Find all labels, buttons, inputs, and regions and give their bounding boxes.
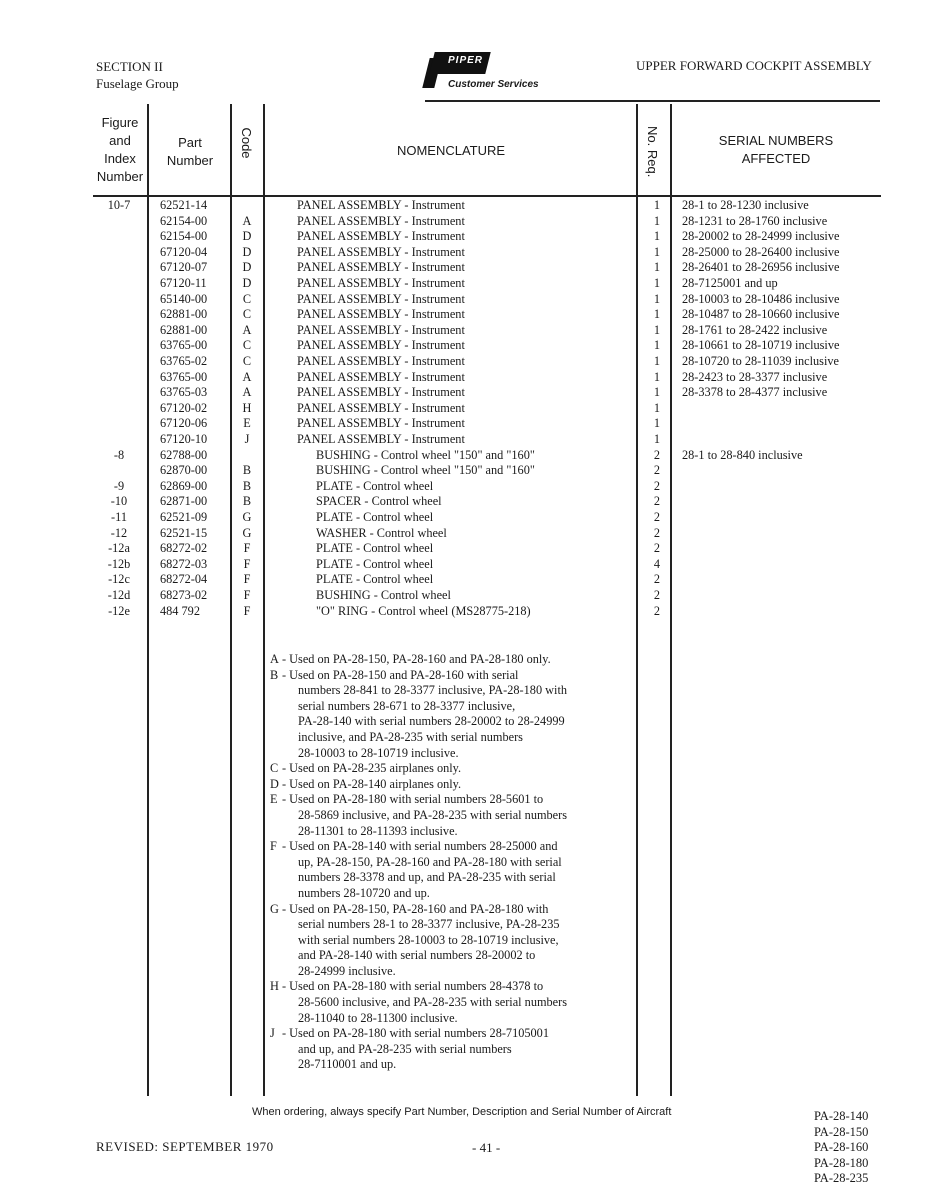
row-code: J <box>244 432 250 446</box>
row-quantity: 4 <box>653 556 661 571</box>
row-code: A <box>242 385 252 400</box>
code-note-line: - Used on PA-28-180 with serial numbers 28-7105001 <box>282 1026 549 1041</box>
row-code: H <box>242 400 252 415</box>
row-nomenclature: BUSHING - Control wheel "150" and "160" <box>316 447 535 462</box>
row-nomenclature: PLATE - Control wheel <box>316 510 434 524</box>
row-quantity: 1 <box>653 213 661 228</box>
col-header-figure-line: Index <box>104 151 136 166</box>
row-code: D <box>242 244 252 259</box>
col-header-figure-line: and <box>109 133 131 148</box>
section-heading <box>96 58 179 92</box>
table-row <box>0 588 929 604</box>
row-part-number: 63765-00 <box>160 369 208 384</box>
logo-text: PIPER <box>448 55 484 66</box>
row-nomenclature: PLATE - Control wheel <box>316 556 434 571</box>
col-header-part-line: Part <box>178 135 202 150</box>
row-nomenclature: PANEL ASSEMBLY - Instrument <box>297 369 465 384</box>
row-serial-numbers: 28-10487 to 28-10660 inclusive <box>682 307 840 322</box>
col-header-figure-line: Figure <box>101 115 139 130</box>
code-note-line: numbers 28-10720 and up. <box>298 885 430 900</box>
row-nomenclature: PANEL ASSEMBLY - Instrument <box>297 416 465 431</box>
page-number: - 41 - <box>472 1140 501 1155</box>
code-note-line: 28-10003 to 28-10719 inclusive. <box>298 745 459 760</box>
row-serial-numbers: 28-26401 to 28-26956 inclusive <box>682 260 840 275</box>
row-nomenclature: PANEL ASSEMBLY - Instrument <box>297 307 465 322</box>
row-code: A <box>242 369 252 384</box>
row-code: C <box>242 338 252 353</box>
row-quantity: 1 <box>653 432 661 446</box>
row-serial-numbers: 28-10720 to 28-11039 inclusive <box>682 354 839 368</box>
row-part-number: 62788-00 <box>160 447 208 462</box>
row-quantity: 1 <box>653 400 661 415</box>
row-nomenclature: PANEL ASSEMBLY - Instrument <box>297 322 465 337</box>
row-quantity: 2 <box>653 463 661 478</box>
model-item: PA-28-150 <box>814 1124 869 1139</box>
code-note-line: 28-5600 inclusive, and PA-28-235 with serial numbers <box>298 995 568 1010</box>
row-quantity: 2 <box>653 494 661 509</box>
row-code: D <box>242 276 252 290</box>
row-quantity: 1 <box>653 276 661 290</box>
code-note-line: 28-24999 inclusive. <box>298 963 396 978</box>
row-nomenclature: BUSHING - Control wheel <box>316 588 451 602</box>
code-note-line: 28-11040 to 28-11300 inclusive. <box>298 1010 458 1025</box>
row-part-number: 62521-15 <box>160 525 208 540</box>
code-note-line: 28-11301 to 28-11393 inclusive. <box>298 823 458 838</box>
row-part-number: 68273-02 <box>160 588 208 602</box>
row-quantity: 1 <box>653 260 661 275</box>
model-item: PA-28-235 <box>814 1171 869 1185</box>
row-quantity: 2 <box>653 572 661 587</box>
piper-logo <box>422 52 552 92</box>
table-row <box>0 292 929 308</box>
col-header-part <box>150 134 230 170</box>
table-row <box>0 385 929 401</box>
row-code: C <box>242 354 252 368</box>
row-serial-numbers: 28-20002 to 28-24999 inclusive <box>682 229 840 244</box>
row-nomenclature: PANEL ASSEMBLY - Instrument <box>297 260 465 275</box>
row-figure-index: -8 <box>113 447 125 462</box>
row-nomenclature: PANEL ASSEMBLY - Instrument <box>297 276 465 290</box>
row-quantity: 1 <box>653 322 661 337</box>
code-note-letter: F <box>270 839 277 854</box>
code-note <box>270 777 640 793</box>
row-serial-numbers: 28-10661 to 28-10719 inclusive <box>682 338 840 353</box>
row-serial-numbers: 28-1 to 28-1230 inclusive <box>682 198 809 212</box>
table-row <box>0 416 929 432</box>
code-note-letter: D <box>270 776 279 791</box>
row-part-number: 68272-02 <box>160 541 208 556</box>
row-serial-numbers: 28-25000 to 28-26400 inclusive <box>682 244 840 259</box>
code-note <box>270 1026 640 1073</box>
row-figure-index: -10 <box>110 494 128 509</box>
row-part-number: 63765-00 <box>160 338 208 353</box>
table-row <box>0 229 929 245</box>
col-header-nomenclature: NOMENCLATURE <box>396 143 506 158</box>
row-part-number: 68272-03 <box>160 556 208 571</box>
row-quantity: 2 <box>653 603 661 618</box>
row-serial-numbers: 28-3378 to 28-4377 inclusive <box>682 385 828 400</box>
row-code: F <box>243 572 251 587</box>
code-note <box>270 652 640 668</box>
col-header-serial <box>672 132 880 168</box>
table-row <box>0 338 929 354</box>
row-code: D <box>242 260 252 275</box>
row-part-number: 67120-10 <box>160 432 208 446</box>
row-part-number: 67120-11 <box>160 276 207 290</box>
table-row <box>0 448 929 464</box>
row-nomenclature: PLATE - Control wheel <box>316 572 434 587</box>
code-note <box>270 761 640 777</box>
row-code: G <box>242 510 252 524</box>
row-nomenclature: PANEL ASSEMBLY - Instrument <box>297 229 465 244</box>
row-nomenclature: PANEL ASSEMBLY - Instrument <box>297 432 465 446</box>
page-title: UPPER FORWARD COCKPIT ASSEMBLY <box>636 58 872 73</box>
row-code: B <box>242 478 252 493</box>
row-part-number: 484 792 <box>160 603 200 618</box>
row-nomenclature: PANEL ASSEMBLY - Instrument <box>297 385 465 400</box>
row-code: F <box>243 556 251 571</box>
code-note-letter: J <box>270 1026 275 1041</box>
code-note-line: - Used on PA-28-150, PA-28-160 and PA-28-180 with <box>282 901 549 916</box>
table-row <box>0 432 929 448</box>
code-note-letter: A <box>270 652 279 666</box>
row-code: A <box>242 213 252 228</box>
code-note-line: inclusive, and PA-28-235 with serial numbers <box>298 729 523 744</box>
row-part-number: 68272-04 <box>160 572 208 587</box>
row-code: B <box>242 494 252 509</box>
code-note-line: - Used on PA-28-180 with serial numbers 28-5601 to <box>282 792 544 807</box>
code-note-letter: B <box>270 667 279 682</box>
col-header-figure <box>93 114 147 186</box>
table-header-rule <box>93 195 881 197</box>
header-rule <box>425 100 880 102</box>
row-part-number: 63765-02 <box>160 354 208 368</box>
row-nomenclature: PANEL ASSEMBLY - Instrument <box>297 244 465 259</box>
row-quantity: 2 <box>653 447 661 462</box>
code-note-line: serial numbers 28-1 to 28-3377 inclusive, PA-28-235 <box>298 917 560 932</box>
row-part-number: 62869-00 <box>160 478 208 493</box>
row-quantity: 1 <box>653 307 661 322</box>
code-note-line: up, PA-28-150, PA-28-160 and PA-28-180 with serial <box>298 854 562 869</box>
code-note-line: numbers 28-841 to 28-3377 inclusive, PA-28-180 with <box>298 683 568 698</box>
row-part-number: 62881-00 <box>160 322 208 337</box>
code-note-line: - Used on PA-28-180 with serial numbers 28-4378 to <box>282 979 544 994</box>
row-code: C <box>242 307 252 322</box>
code-note-line: - Used on PA-28-140 airplanes only. <box>282 776 462 791</box>
row-part-number: 62881-00 <box>160 307 208 322</box>
table-row <box>0 198 929 214</box>
table-row <box>0 604 929 620</box>
col-header-req: No. Req. <box>645 126 660 178</box>
table-row <box>0 526 929 542</box>
row-nomenclature: PLATE - Control wheel <box>316 478 434 493</box>
row-quantity: 2 <box>653 510 661 524</box>
table-row <box>0 214 929 230</box>
row-part-number: 67120-04 <box>160 244 208 259</box>
code-note <box>270 668 640 762</box>
table-row <box>0 463 929 479</box>
row-serial-numbers: 28-1761 to 28-2422 inclusive <box>682 322 828 337</box>
row-code: B <box>242 463 252 478</box>
model-item: PA-28-180 <box>814 1155 869 1170</box>
row-quantity: 1 <box>653 369 661 384</box>
col-header-serial-line: SERIAL NUMBERS <box>718 133 834 148</box>
code-note-line: PA-28-140 with serial numbers 28-20002 to 28-24999 <box>298 714 565 729</box>
row-figure-index: 10-7 <box>107 198 131 212</box>
code-note <box>270 902 640 980</box>
row-quantity: 1 <box>653 338 661 353</box>
code-note-line: 28-7110001 and up. <box>298 1057 397 1072</box>
code-note <box>270 979 640 1026</box>
row-quantity: 1 <box>653 229 661 244</box>
row-nomenclature: PLATE - Control wheel <box>316 541 434 556</box>
row-part-number: 65140-00 <box>160 291 208 306</box>
row-nomenclature: SPACER - Control wheel <box>316 494 442 509</box>
table-row <box>0 479 929 495</box>
row-nomenclature: PANEL ASSEMBLY - Instrument <box>297 354 465 368</box>
code-note-letter: G <box>270 901 279 916</box>
row-nomenclature: PANEL ASSEMBLY - Instrument <box>297 291 465 306</box>
row-nomenclature: PANEL ASSEMBLY - Instrument <box>297 400 465 415</box>
table-row <box>0 510 929 526</box>
row-serial-numbers: 28-10003 to 28-10486 inclusive <box>682 291 840 306</box>
code-note-line: with serial numbers 28-10003 to 28-10719 inclusive, <box>298 932 559 947</box>
row-figure-index: -12b <box>107 556 131 571</box>
row-nomenclature: PANEL ASSEMBLY - Instrument <box>297 213 465 228</box>
row-figure-index: -9 <box>113 478 125 493</box>
row-serial-numbers: 28-2423 to 28-3377 inclusive <box>682 369 828 384</box>
row-part-number: 62154-00 <box>160 213 208 228</box>
code-note-line: numbers 28-3378 and up, and PA-28-235 with serial <box>298 870 556 885</box>
row-figure-index: -12d <box>107 588 131 602</box>
code-note-line: and up, and PA-28-235 with serial numbers <box>298 1041 512 1056</box>
row-code: E <box>243 416 251 431</box>
col-header-serial-line: AFFECTED <box>741 151 811 166</box>
row-code: D <box>242 229 252 244</box>
table-row <box>0 354 929 370</box>
row-nomenclature: PANEL ASSEMBLY - Instrument <box>297 338 465 353</box>
row-quantity: 2 <box>653 588 661 602</box>
code-note-line: - Used on PA-28-140 with serial numbers 28-25000 and <box>282 839 558 854</box>
revised-date: REVISED: SEPTEMBER 1970 <box>96 1139 274 1154</box>
table-row <box>0 307 929 323</box>
code-note-line: - Used on PA-28-150 and PA-28-160 with serial <box>282 667 519 682</box>
row-nomenclature: WASHER - Control wheel <box>316 525 447 540</box>
table-row <box>0 401 929 417</box>
code-note-letter: E <box>270 792 278 807</box>
row-part-number: 67120-06 <box>160 416 208 431</box>
row-serial-numbers: 28-7125001 and up <box>682 276 778 290</box>
row-serial-numbers: 28-1 to 28-840 inclusive <box>682 447 803 462</box>
table-row <box>0 572 929 588</box>
col-header-part-line: Number <box>166 153 214 168</box>
ordering-note: When ordering, always specify Part Number, Description and Serial Number of Aircraft <box>252 1106 672 1118</box>
row-quantity: 2 <box>653 525 661 540</box>
row-figure-index: -12e <box>108 603 130 618</box>
row-code: A <box>242 322 252 337</box>
row-part-number: 63765-03 <box>160 385 208 400</box>
row-quantity: 1 <box>653 385 661 400</box>
row-quantity: 1 <box>653 291 661 306</box>
row-figure-index: -12c <box>108 572 130 587</box>
table-row <box>0 245 929 261</box>
row-figure-index: -12a <box>108 541 130 556</box>
row-serial-numbers: 28-1231 to 28-1760 inclusive <box>682 213 828 228</box>
row-quantity: 2 <box>653 478 661 493</box>
row-part-number: 62871-00 <box>160 494 208 509</box>
row-code: F <box>243 603 251 618</box>
row-code: F <box>243 588 251 602</box>
row-nomenclature: PANEL ASSEMBLY - Instrument <box>297 198 465 212</box>
section-label: SECTION II <box>96 59 163 74</box>
row-part-number: 62154-00 <box>160 229 208 244</box>
logo-subtext: Customer Services <box>448 79 539 90</box>
table-row <box>0 323 929 339</box>
table-row <box>0 260 929 276</box>
code-note-line: - Used on PA-28-235 airplanes only. <box>282 761 462 776</box>
row-nomenclature: BUSHING - Control wheel "150" and "160" <box>316 463 535 478</box>
row-part-number: 62521-14 <box>160 198 208 212</box>
code-note-line: 28-5869 inclusive, and PA-28-235 with serial numbers <box>298 807 568 822</box>
model-item: PA-28-160 <box>814 1140 869 1154</box>
row-part-number: 67120-07 <box>160 260 208 275</box>
row-quantity: 1 <box>653 198 661 212</box>
code-note-line: - Used on PA-28-150, PA-28-160 and PA-28-180 only. <box>282 652 551 666</box>
row-quantity: 1 <box>653 354 661 368</box>
code-note-line: serial numbers 28-671 to 28-3377 inclusive, <box>298 698 516 713</box>
row-figure-index: -11 <box>111 510 127 524</box>
group-label: Fuselage Group <box>96 76 179 91</box>
col-header-figure-line: Number <box>96 169 144 184</box>
code-notes <box>270 652 640 1073</box>
row-figure-index: -12 <box>110 525 128 540</box>
row-code: C <box>242 291 252 306</box>
code-note <box>270 839 640 901</box>
table-row <box>0 541 929 557</box>
row-quantity: 1 <box>653 416 661 431</box>
table-row <box>0 370 929 386</box>
table-row <box>0 276 929 292</box>
row-nomenclature: "O" RING - Control wheel (MS28775-218) <box>316 603 531 618</box>
code-note-line: and PA-28-140 with serial numbers 28-20002 to <box>298 948 536 963</box>
table-row <box>0 557 929 573</box>
row-part-number: 62870-00 <box>160 463 208 478</box>
row-part-number: 62521-09 <box>160 510 208 524</box>
table-row <box>0 494 929 510</box>
code-note-letter: C <box>270 761 279 776</box>
code-note-letter: H <box>270 979 279 994</box>
row-quantity: 1 <box>653 244 661 259</box>
col-header-code: Code <box>239 127 254 159</box>
row-code: F <box>243 541 251 556</box>
row-quantity: 2 <box>653 541 661 556</box>
model-item: PA-28-140 <box>814 1109 869 1123</box>
row-code: G <box>242 525 252 540</box>
model-list <box>814 1109 868 1187</box>
row-part-number: 67120-02 <box>160 400 208 415</box>
code-note <box>270 792 640 839</box>
